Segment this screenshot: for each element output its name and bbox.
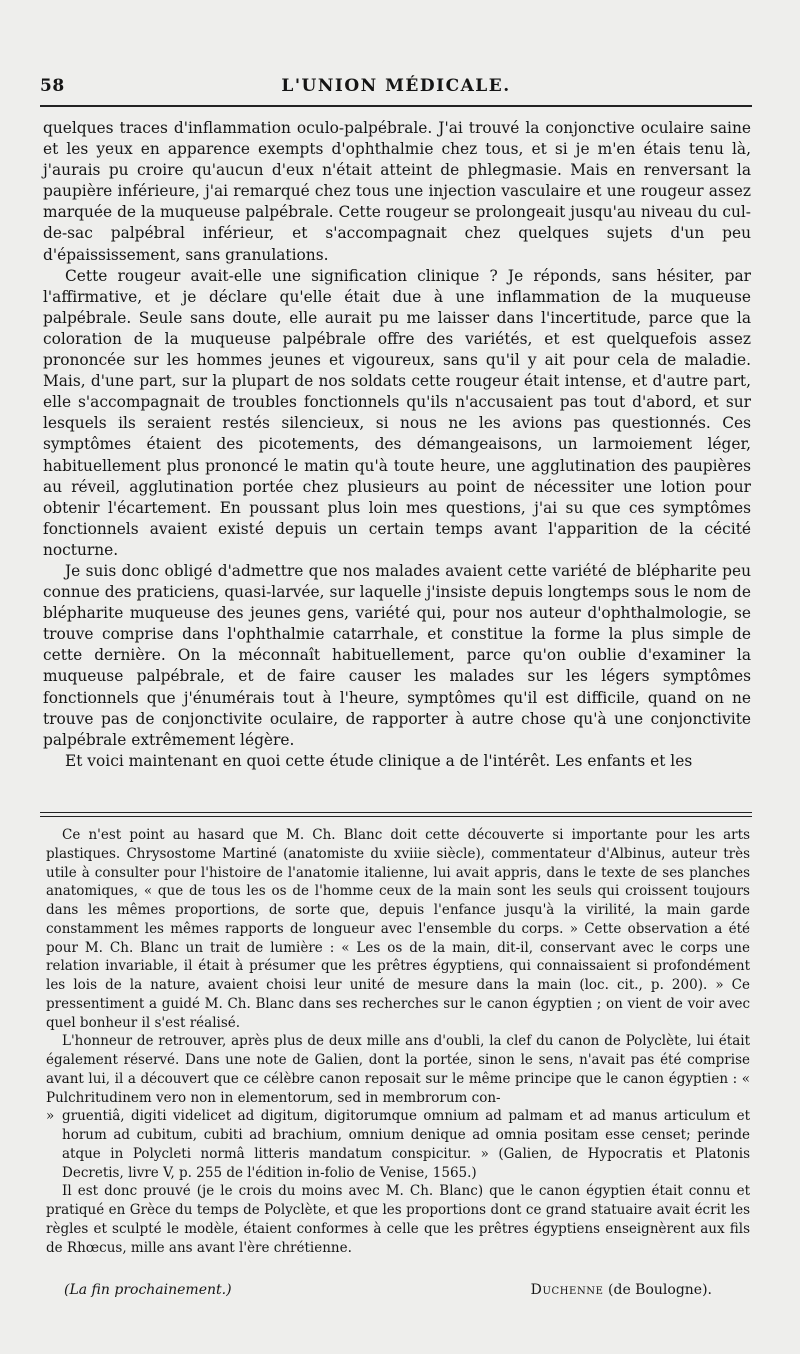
page-number: 58 (40, 76, 65, 96)
author-place: (de Boulogne). (608, 1282, 712, 1298)
closing-line (46, 1282, 750, 1304)
body-paragraph: Cette rougeur avait-elle une signification clinique ? Je réponds, sans hésiter, par l'affirmative, et je déclare qu'elle était due à une inflammation de la muqueuse palpébrale. Seule sans doute, elle aurait pu me laisser dans l'incertitude, parce que la coloration de la muqueuse palpébrale offre des variétés, et est quelquefois assez prononcée sur les hommes jeunes et vigoureux, sans qu'il y ait pour cela de maladie. Mais, d'une part, sur la plupart de nos soldats cette rougeur était intense, et d'autre part, elle s'accompagnait de troubles fonctionnels qu'ils n'accusaient pas tout d'abord, et sur lesquels ils seraient restés silencieux, si nous ne les avions pas questionnés. Ces symptômes étaient des picotements, des démangeaisons, un larmoiement léger, habituellement plus prononcé le matin qu'à toute heure, une agglutination des paupières au réveil, agglutination portée chez plusieurs au point de nécessiter une lotion pour obtenir l'écartement. En poussant plus loin mes questions, j'ai su que ces symptômes fonctionnels avaient existé depuis un certain temps avant l'apparition de la cécité nocturne. (43, 266, 751, 559)
body-paragraph: Je suis donc obligé d'admettre que nos malades avaient cette variété de blépharite peu connue des praticiens, quasi-larvée, sur laquelle j'insiste depuis longtemps sous le nom de blépharite muqueuse des jeunes gens, variété qui, pour nos auteur d'ophthalmologie, se trouve comprise dans l'ophthalmie catarrhale, et constitue la forme la plus simple de cette dernière. On la méconnaît habituellement, parce qu'on oublie d'examiner la muqueuse palpébrale, et de faire causer les malades sur les légers symptômes fonctionnels que j'énumérais tout à l'heure, symptômes qu'il est difficile, quand on ne trouve pas de conjonctivite oculaire, de rapporter à autre chose qu'à une conjonctivite palpébrale extrêmement légère. (43, 561, 751, 749)
body-paragraph: quelques traces d'inflammation oculo-palpébrale. J'ai trouvé la conjonctive oculaire saine et les yeux en apparence exempts d'ophthalmie chez tous, et si je m'en étais tenu là, j'aurais pu croire qu'aucun d'eux n'était atteint de phlegmasie. Mais en renversant la paupière inférieure, j'ai remarqué chez tous une injection vasculaire et une rougeur assez marquée de la muqueuse palpébrale. Cette rougeur se prolongeait jusqu'au niveau du cul-de-sac palpébral inférieur, et s'accompagnait chez quelques sujets d'un peu d'épaississement, sans granulations. (43, 119, 751, 264)
footnote (46, 826, 750, 1257)
quote-text: gruentiâ, digiti videlicet ad digitum, digitorumque omnium ad palmam et ad manus articulum et horum ad cubitum, cubiti ad brachium, omnium denique ad omnia positam esse censet; perinde atque in Polycleti normâ litteris mandatum conspicitur. » (Galien, de Hypocratis et Platonis Decretis, livre V, p. 255 de l'édition in-folio de Venise, 1565.) (62, 1108, 750, 1181)
to-be-continued: (La fin prochainement.) (64, 1282, 232, 1298)
author-name: Duchenne (530, 1282, 604, 1298)
page-header (40, 74, 752, 102)
latin-quote (46, 1107, 750, 1182)
body-paragraph: Et voici maintenant en quoi cette étude clinique a de l'intérêt. Les enfants et les (65, 751, 693, 770)
guillemet: » (46, 1108, 55, 1125)
note-paragraph: Ce n'est point au hasard que M. Ch. Blanc doit cette découverte si importante pour les arts plastiques. Chrysostome Martiné (anatomiste du xviiie siècle), commentateur d'Albinus, auteur très utile à consulter pour l'histoire de l'anatomie italienne, lui avait appris, dans le texte de ses planches anatomiques, « que de tous les os de l'homme ceux de la main sont les seuls qui croissent toujours dans les mêmes proportions, de sorte que, depuis l'enfance jusqu'à la virilité, la main garde constamment les mêmes rapports de longueur avec l'ensemble du corps. » Cette observation a été pour M. Ch. Blanc un trait de lumière : « Les os de la main, dit-il, conservant avec le corps une relation invariable, il était à présumer que les prêtres égyptiens, qui connaissaient si profondément les lois de la nature, avaient choisi leur unité de mesure dans la main (loc. cit., p. 200). » Ce pressentiment a guidé M. Ch. Blanc dans ses recherches sur le canon égyptien ; on vient de voir avec quel bonheur il s'est réalisé. (46, 827, 750, 1031)
header-rule (40, 105, 752, 107)
section-rule (40, 812, 752, 817)
main-text (43, 118, 751, 772)
note-paragraph: L'honneur de retrouver, après plus de deux mille ans d'oubli, la clef du canon de Polyclète, lui était également réservé. Dans une note de Galien, dont la portée, sinon le sens, n'avait pas été comprise avant lui, il a découvert que ce célèbre canon reposait sur le même principe que le canon égyptien : « Pulchritudinem vero non in elementorum, sed in membrorum con- (46, 1033, 750, 1106)
note-paragraph: Il est donc prouvé (je le crois du moins avec M. Ch. Blanc) que le canon égyptien était connu et pratiqué en Grèce du temps de Polyclète, et que les proportions dont ce grand statuaire avait écrit les règles et sculpté le modèle, étaient conformes à celle que les prêtres égyptiens enseignèrent aux fils de Rhœcus, mille ans avant l'ère chrétienne. (46, 1183, 750, 1256)
author-signature (531, 1282, 712, 1298)
running-head: L'UNION MÉDICALE. (281, 76, 511, 96)
